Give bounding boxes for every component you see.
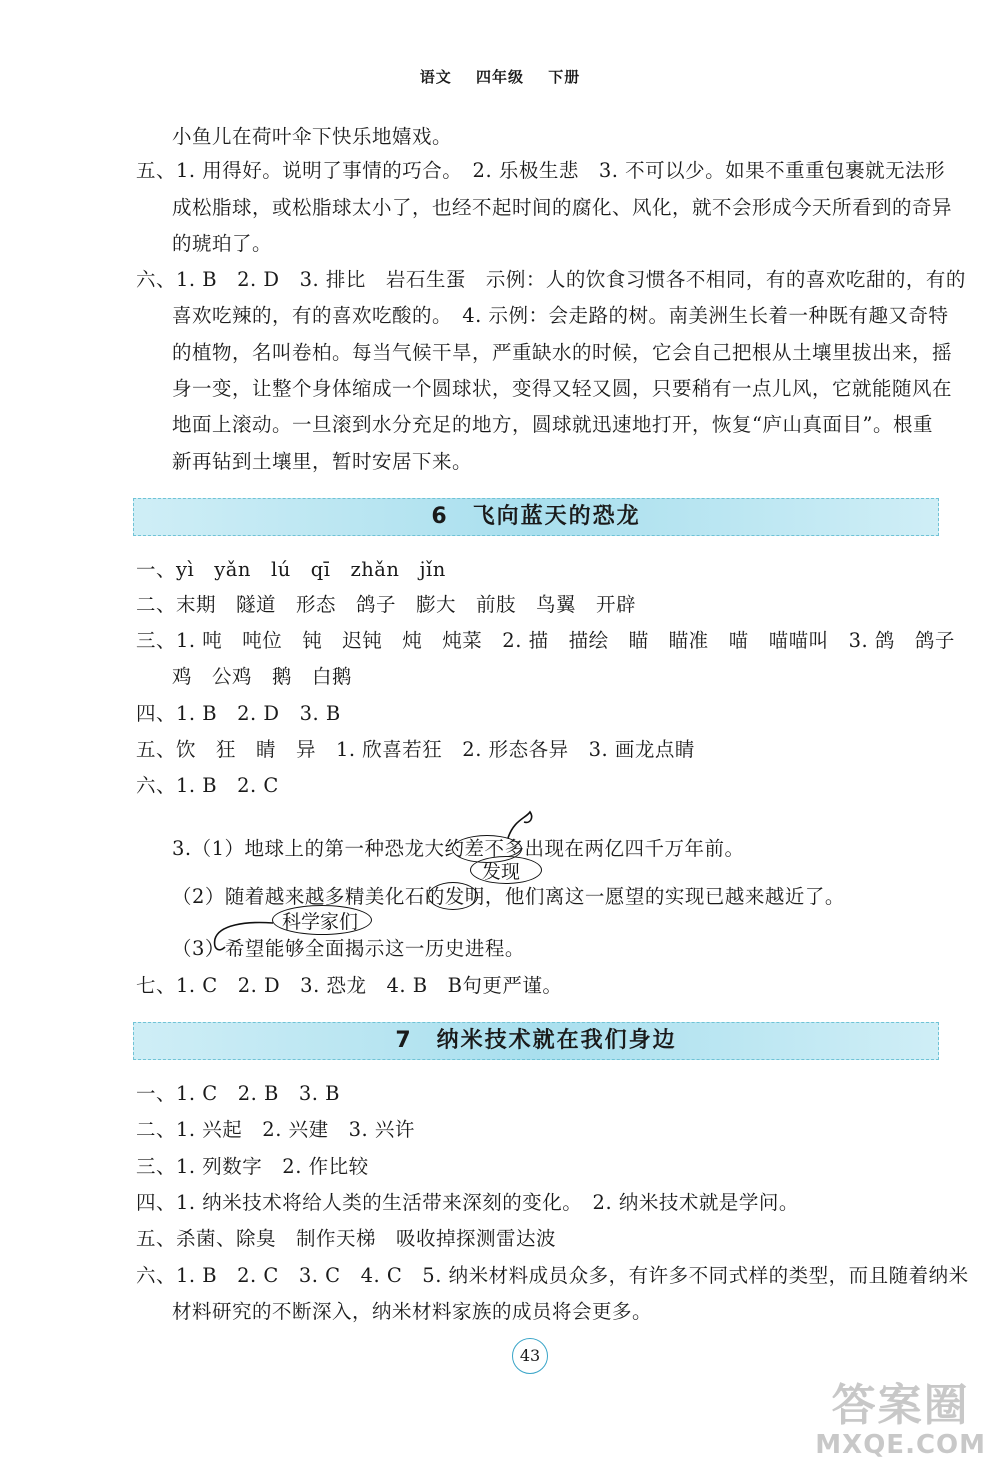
answer-line: 一、yì yǎn lú qī zhǎn jǐn: [136, 558, 446, 581]
answer-line: 成松脂球，或松脂球太小了，也经不起时间的腐化、风化，就不会形成今天所看到的奇异: [172, 196, 953, 219]
header-subject: 语文: [419, 68, 452, 86]
header-volume: 下册: [548, 68, 581, 86]
answer-line: 喜欢吃辣的，有的喜欢吃酸的。 4. 示例：会走路的树。南美洲生长着一种既有趣又奇特: [172, 304, 949, 327]
answer-line: 六、1. B 2. D 3. 排比 岩石生蛋 示例：人的饮食习惯各不相同，有的喜欢吃甜的，有的: [136, 268, 966, 291]
header-grade: 四年级: [475, 68, 524, 86]
section-title-text: 纳米技术就在我们身边: [436, 1028, 677, 1053]
section-number: 6: [431, 504, 449, 529]
answer-line: 地面上滚动。一旦滚到水分充足的地方，圆球就迅速地打开，恢复“庐山真面目”。根重: [172, 413, 933, 436]
answer-line: 五、杀菌、除臭 制作天梯 吸收掉探测雷达波: [136, 1227, 557, 1250]
answer-line: 五、1. 用得好。说明了事情的巧合。 2. 乐极生悲 3. 不可以少。如果不重重包裹就无法形: [136, 159, 946, 182]
answer-line: 的植物，名叫卷柏。每当气候干旱，严重缺水的时候，它会自己把根从土壤里拔出来，摇: [172, 341, 953, 364]
answer-line: 鸡 公鸡 鹅 白鹅: [172, 665, 353, 688]
answer-line: 六、1. B 2. C: [136, 774, 279, 797]
answer-line: 七、1. C 2. D 3. 恐龙 4. B B句更严谨。: [136, 974, 563, 997]
insert-arrow-icon: [205, 915, 280, 960]
answer-line: 小鱼儿在荷叶伞下快乐地嬉戏。: [172, 125, 453, 148]
answer-line: 二、末期 隧道 形态 鸽子 膨大 前肢 鸟翼 开辟: [136, 593, 637, 616]
watermark: [815, 1382, 986, 1460]
handwritten-correction: 科学家们: [282, 911, 359, 933]
answer-line: 材料研究的不断深入，纳米材料家族的成员将会更多。: [172, 1300, 653, 1323]
correction-line: 3.（1）地球上的第一种恐龙大约差不多出现在两亿四千万年前。: [172, 837, 745, 860]
answer-line: 新再钻到土壤里，暂时安居下来。: [172, 450, 473, 473]
correction-line: （2）随着越来越多精美化石的发明，他们离这一愿望的实现已越来越近了。: [172, 885, 845, 908]
answer-line: 二、1. 兴起 2. 兴建 3. 兴许: [136, 1118, 415, 1141]
answer-line: 身一变，让整个身体缩成一个圆球状，变得又轻又圆，只要稍有一点儿风，它就能随风在: [172, 377, 953, 400]
handwritten-correction: 发现: [482, 861, 521, 883]
circle-mark: [428, 882, 478, 910]
answer-line: 一、1. C 2. B 3. B: [136, 1082, 340, 1105]
correction-line: （3）希望能够全面揭示这一历史进程。: [172, 937, 525, 960]
section-number: 7: [395, 1028, 413, 1053]
answer-line: 四、1. 纳米技术将给人类的生活带来深刻的变化。 2. 纳米技术就是学问。: [136, 1191, 799, 1214]
section-title-text: 飞向蓝天的恐龙: [472, 504, 641, 529]
watermark-url: MXQE.COM: [815, 1430, 986, 1460]
page-header: [0, 66, 1000, 87]
page-number: 43: [512, 1338, 548, 1374]
section-title-7: [133, 1022, 939, 1060]
correction-arrow-icon: [500, 808, 540, 842]
answer-line: 四、1. B 2. D 3. B: [136, 702, 341, 725]
answer-line: 的琥珀了。: [172, 232, 273, 255]
answer-line: 五、饮 狂 睛 异 1. 欣喜若狂 2. 形态各异 3. 画龙点睛: [136, 738, 695, 761]
answer-line: 三、1. 吨 吨位 钝 迟钝 炖 炖菜 2. 描 描绘 瞄 瞄准 喵 喵喵叫 3. 鸽 鸽子: [136, 629, 955, 652]
section-title-6: [133, 498, 939, 536]
answer-line: 三、1. 列数字 2. 作比较: [136, 1155, 369, 1178]
watermark-logo: 答案圈: [831, 1380, 970, 1431]
answer-line: 六、1. B 2. C 3. C 4. C 5. 纳米材料成员众多，有许多不同式样的类型，而且随着纳米: [136, 1264, 969, 1287]
